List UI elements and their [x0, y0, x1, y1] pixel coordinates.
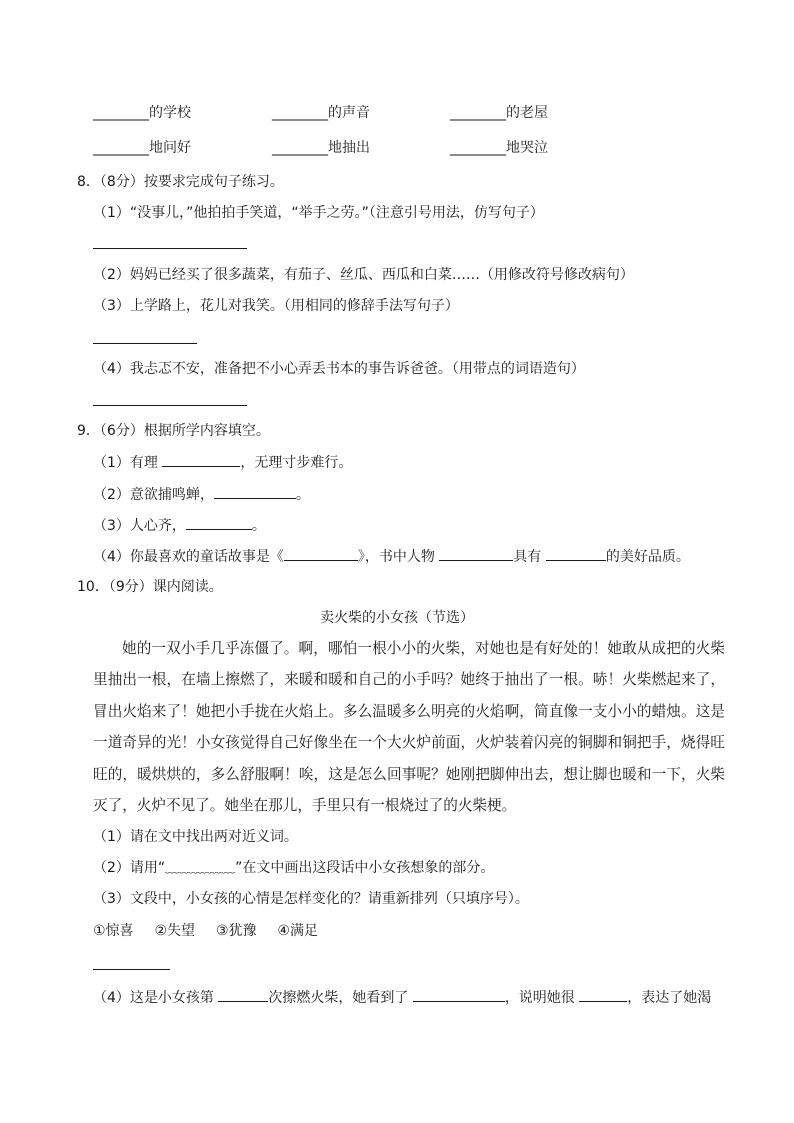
answer-blank[interactable] — [214, 484, 296, 499]
answer-blank[interactable] — [186, 515, 252, 530]
q7-item — [93, 103, 191, 123]
q7-item — [450, 138, 548, 158]
item-text: 的学校 — [149, 105, 191, 121]
q10-heading: 10．（9分）课内阅读。 — [77, 579, 223, 595]
q7-item — [272, 103, 370, 123]
q10-item-2: （2）请用“﹏﹏﹏﹏﹏”在文中画出这段话中小女孩想象的部分。 — [93, 860, 495, 876]
reading-passage: 她的一双小手几乎冻僵了。啊，哪怕一根小小的火柴，对她也是有好处的！她敢从成把的火柴里抽出一根，在墙上擦燃了，来暖和暖和自己的小手吗？她终于抽出了一根。哧！火柴燃起来了，冒出火焰来了！她把小手拢在火焰上。多么温暖多么明亮的火焰啊，简直像一支小小的蜡烛。这是一道奇异的光！小女孩觉得自己好像坐在一个大火炉前面，火炉装着闪亮的铜脚和铜把手，烧得旺旺的，暖烘烘的，多么舒服啊！唉，这是怎么回事呢？她刚把脚伸出去，想让脚也暖和一下，火柴灭了，火炉不见了。她坐在那儿，手里只有一根烧过了的火柴梗。 — [93, 640, 725, 815]
option: ①惊喜 — [93, 923, 134, 939]
answer-line[interactable] — [93, 248, 247, 249]
q10-options — [93, 921, 318, 941]
option: ②失望 — [154, 923, 196, 939]
q8-heading: 8．（8分）按要求完成句子练习。 — [77, 174, 284, 190]
answer-blank[interactable] — [284, 546, 358, 561]
q8-item-3: （3）上学路上，花儿对我笑。（用相同的修辞手法写句子） — [93, 298, 459, 314]
answer-blank[interactable]: ________ — [450, 140, 506, 156]
q10-item-1: （1）请在文中找出两对近义词。 — [93, 829, 298, 845]
q9-item-1: （1）有理 ，无理寸步难行。 — [93, 452, 352, 473]
answer-blank[interactable] — [218, 987, 268, 1002]
option: ④满足 — [277, 923, 318, 939]
q7-item — [93, 138, 191, 158]
q9-item-4: （4）你最喜欢的童话故事是《 》，书中人物 具有 的美好品质。 — [93, 546, 690, 567]
item-text: 地哭泣 — [506, 140, 548, 156]
q10-item-3: （3）文段中，小女孩的心情是怎样变化的？请重新排列（只填序号）。 — [93, 891, 529, 907]
q8-item-1: （1）“没事儿，”他拍拍手笑道，“举手之劳。”（注意引号用法，仿写句子） — [93, 205, 544, 221]
passage-title: 卖火柴的小女孩（节选） — [320, 610, 474, 626]
answer-blank[interactable]: ________ — [93, 140, 149, 156]
q7-item — [272, 138, 370, 158]
answer-blank[interactable] — [162, 452, 240, 467]
answer-blank[interactable]: ________ — [272, 140, 328, 156]
item-text: 地问好 — [149, 140, 191, 156]
q8-item-4: （4）我忐忑不安，准备把不小心弄丢书本的事告诉爸爸。（用带点的词语造句） — [93, 361, 585, 377]
answer-blank[interactable]: ________ — [93, 105, 149, 121]
answer-blank[interactable] — [413, 987, 505, 1002]
answer-blank[interactable]: ________ — [450, 105, 506, 121]
option: ③犹豫 — [215, 923, 257, 939]
q7-item — [450, 103, 548, 123]
q10-item-4: （4）这是小女孩第 次擦燃火柴，她看到了 ，说明她很 ，表达了她渴 — [93, 987, 711, 1008]
answer-blank[interactable] — [579, 987, 627, 1002]
answer-blank[interactable] — [439, 546, 513, 561]
answer-blank[interactable]: ________ — [272, 105, 328, 121]
answer-line[interactable] — [93, 969, 170, 970]
answer-line[interactable] — [93, 343, 197, 344]
q9-item-2: （2）意欲捕鸣蝉， 。 — [93, 484, 310, 505]
wavy-line-symbol: ﹏﹏﹏﹏﹏ — [165, 860, 236, 876]
q8-item-2: （2）妈妈已经买了很多蔬菜，有茄子、丝瓜、西瓜和白菜……（用修改符号修改病句） — [93, 267, 634, 283]
answer-blank[interactable] — [546, 546, 606, 561]
item-text: 的声音 — [328, 105, 370, 121]
answer-line[interactable] — [93, 405, 247, 406]
q9-heading: 9．（6分）根据所学内容填空。 — [77, 423, 270, 439]
q9-item-3: （3）人心齐， 。 — [93, 515, 266, 536]
item-text: 地抽出 — [328, 140, 370, 156]
item-text: 的老屋 — [506, 105, 548, 121]
